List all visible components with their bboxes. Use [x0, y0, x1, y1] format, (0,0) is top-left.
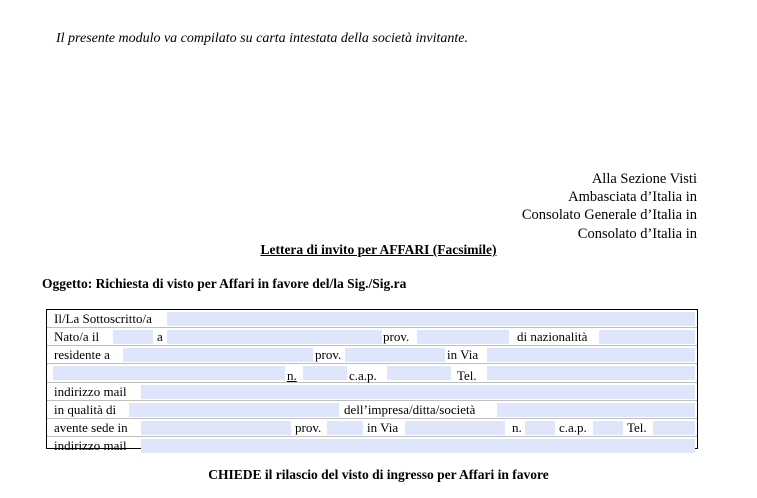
residence-number-field[interactable]	[303, 366, 347, 380]
residence-prov-field[interactable]	[345, 348, 445, 362]
company-tel-field[interactable]	[653, 421, 695, 435]
prov-label: prov.	[315, 347, 342, 362]
n-label: n.	[287, 368, 297, 383]
nationality-field[interactable]	[599, 330, 695, 344]
residence-city-field[interactable]	[123, 348, 313, 362]
impresa-label: dell’impresa/ditta/società	[344, 402, 476, 417]
prov-label: prov.	[383, 329, 410, 344]
addressee-visa-section: Alla Sezione Visti	[591, 171, 697, 187]
in-via-label: in Via	[447, 347, 479, 362]
mail-label: indirizzo mail	[54, 438, 127, 453]
nato-label: Nato/a il	[54, 329, 100, 344]
mail-label: indirizzo mail	[54, 384, 127, 399]
company-city-field[interactable]	[141, 421, 291, 435]
form-row-civico	[47, 364, 697, 383]
company-mail-field[interactable]	[141, 439, 695, 453]
residence-street-field[interactable]	[487, 348, 695, 362]
cap-label: c.a.p.	[559, 420, 587, 435]
invitee-form	[46, 309, 698, 453]
residence-street-cont-field[interactable]	[53, 366, 285, 380]
sede-label: avente sede in	[54, 420, 128, 435]
form-row-qualita	[47, 401, 697, 419]
company-number-field[interactable]	[525, 421, 555, 435]
sottoscritto-label: Il/La Sottoscritto/a	[54, 311, 152, 326]
birth-place-field[interactable]	[167, 330, 382, 344]
form-row-sottoscritto	[47, 310, 697, 328]
company-field[interactable]	[497, 403, 695, 417]
form-row-mail	[47, 383, 697, 401]
residente-label: residente a	[54, 347, 110, 362]
tel-label: Tel.	[627, 420, 647, 435]
addressee-embassy: Ambasciata d’Italia in	[568, 189, 697, 205]
company-prov-field[interactable]	[327, 421, 363, 435]
form-row-residente	[47, 346, 697, 364]
addressee-consulate-general: Consolato Generale d’Italia in	[521, 207, 697, 223]
subject-line: Oggetto: Richiesta di visto per Affari in favore del/la Sig./Sig.ra	[42, 276, 407, 291]
company-cap-field[interactable]	[593, 421, 623, 435]
form-row-sede	[47, 419, 697, 437]
form-row-company-mail	[47, 437, 697, 454]
form-row-nato	[47, 328, 697, 346]
n-label: n.	[512, 420, 522, 435]
cap-label: c.a.p.	[349, 368, 377, 383]
birth-prov-field[interactable]	[417, 330, 509, 344]
intro-note: Il presente modulo va compilato su carta intestata della società invitante.	[56, 31, 469, 46]
letter-title: Lettera di invito per AFFARI (Facsimile)	[260, 242, 497, 257]
sottoscritto-field[interactable]	[167, 312, 695, 326]
a-label: a	[157, 329, 163, 344]
qualita-label: in qualità di	[54, 402, 117, 417]
invitee-mail-field[interactable]	[141, 385, 695, 399]
birth-date-field[interactable]	[113, 330, 153, 344]
addressee-consulate: Consolato d’Italia in	[577, 226, 697, 242]
residence-tel-field[interactable]	[487, 366, 695, 380]
residence-cap-field[interactable]	[387, 366, 451, 380]
in-via-label: in Via	[367, 420, 399, 435]
prov-label: prov.	[295, 420, 322, 435]
role-field[interactable]	[129, 403, 339, 417]
company-street-field[interactable]	[405, 421, 505, 435]
request-heading: CHIEDE il rilascio del visto di ingresso per Affari in favore	[208, 467, 549, 482]
tel-label: Tel.	[457, 368, 477, 383]
nazionalita-label: di nazionalità	[517, 329, 588, 344]
